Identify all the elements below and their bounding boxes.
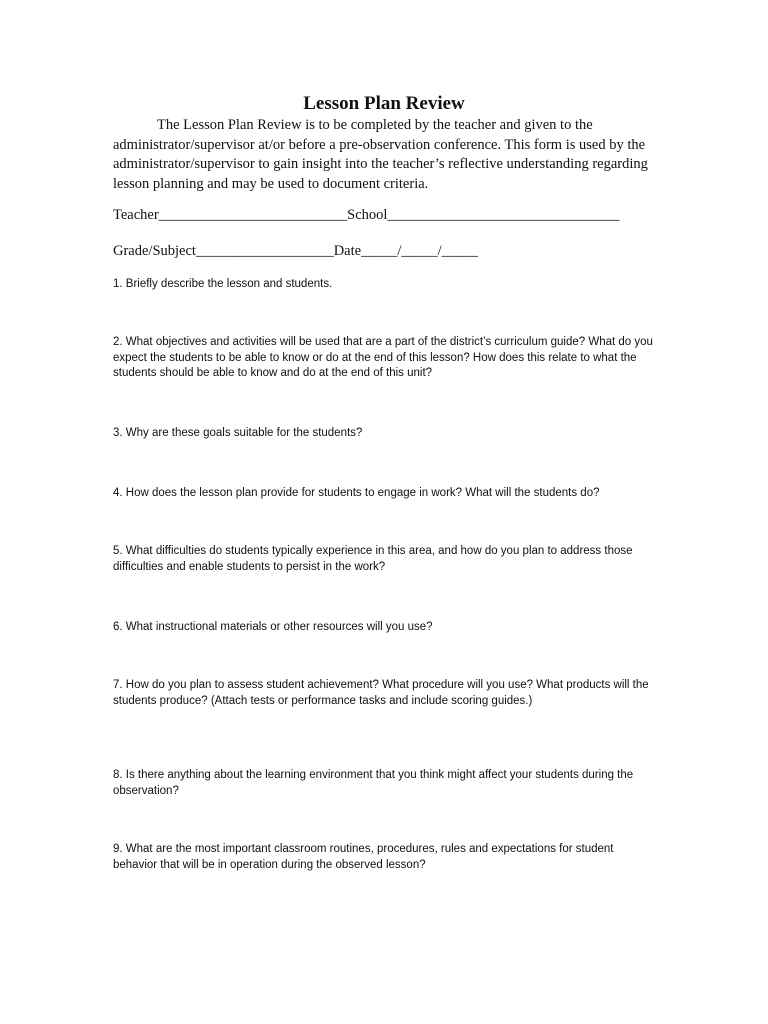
question-5: 5. What difficulties do students typically experience in this area, and how do you plan to address those difficulties and enable students to persist in the work? (113, 545, 633, 573)
grade-subject-date-line: Grade/Subject___________________Date_____/_____/_____ (113, 243, 478, 259)
question-9: 9. What are the most important classroom routines, procedures, rules and expectations for student behavior that will be in operation during the observed lesson? (113, 843, 614, 871)
question-4: 4. How does the lesson plan provide for students to engage in work? What will the students do? (113, 487, 600, 499)
teacher-school-line: Teacher__________________________School________________________________ (113, 207, 620, 223)
page-title: Lesson Plan Review (303, 93, 465, 114)
intro-paragraph: The Lesson Plan Review is to be completed by the teacher and given to the administrator/supervisor at/or before a pre-observation conference. This form is used by the administrator/supervisor to gain insight into the teacher’s reflective understanding regarding lesson planning and may be used to document criteria. (113, 117, 648, 192)
question-2: 2. What objectives and activities will be used that are a part of the district’s curriculum guide? What do you expect the students to be able to know or do at the end of this lesson? How does this relate to what the students should be able to know and do at the end of this unit? (113, 336, 653, 379)
question-8: 8. Is there anything about the learning environment that you think might affect your students during the observation? (113, 769, 634, 797)
question-6: 6. What instructional materials or other resources will you use? (113, 621, 433, 633)
question-7: 7. How do you plan to assess student achievement? What procedure will you use? What products will the students produce? (Attach tests or performance tasks and include scoring guides.) (113, 679, 649, 707)
question-3: 3. Why are these goals suitable for the students? (113, 427, 363, 439)
question-1: 1. Briefly describe the lesson and students. (113, 278, 333, 290)
